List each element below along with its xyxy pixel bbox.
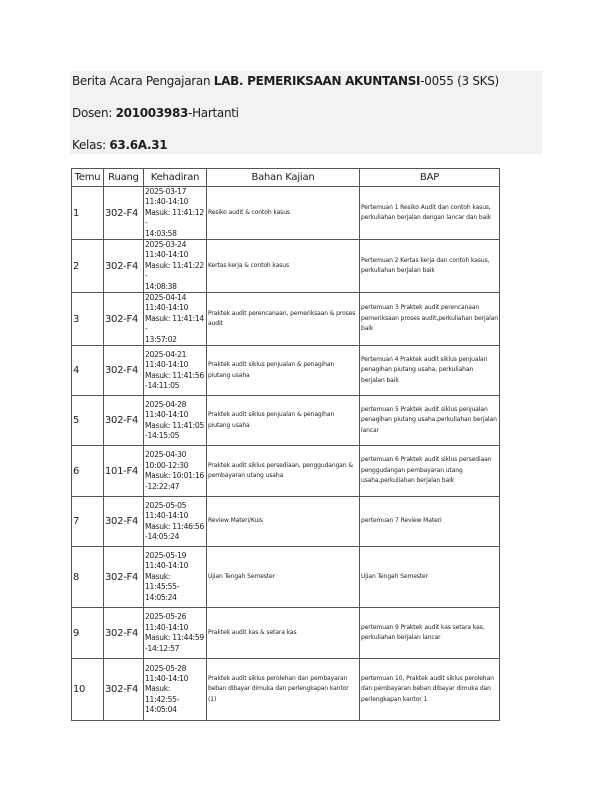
cell-ruang: 302-F4 [104,187,144,240]
date: 2025-04-21 [145,349,187,359]
dosen-label: Dosen: [72,106,116,120]
check-in-time: 11:45:55- [145,582,180,592]
column-header-bahan-kajian: Bahan Kajian [207,169,360,187]
cell-bahan-kajian: Praktek audit kas & setara kas [207,608,360,659]
column-header-bap: BAP [360,169,500,187]
check-out: 13:57:02 [145,334,177,344]
date: 2025-05-28 [145,663,187,673]
document-header [70,71,542,154]
cell-kehadiran [144,396,207,446]
check-in: Masuk: [145,684,171,694]
check-in: Masuk: 11:41:56 [145,370,204,380]
time-slot: 11:40-14:10 [145,360,189,370]
cell-temu: 8 [72,547,104,608]
attendance-table [71,168,500,721]
check-out: 14:03:58 [145,228,177,238]
cell-kehadiran [144,659,207,721]
cell-kehadiran [144,293,207,346]
check-out: 14:05:04 [145,705,177,715]
cell-kehadiran [144,187,207,240]
check-out: 14:05:24 [145,592,177,602]
time-slot: 11:40-14:10 [145,303,189,313]
course-suffix: -0055 (3 SKS) [420,74,499,88]
cell-bahan-kajian: Praktek audit perencanaan, pemeriksaan & proses audit [207,293,360,346]
check-in: Masuk: 10:01:16 [145,471,204,481]
kelas-value: 63.6A.31 [109,138,168,152]
cell-bahan-kajian: Resiko audit & contoh kasus [207,187,360,240]
dosen-id: 201003983 [115,106,189,120]
cell-kehadiran [144,346,207,396]
check-out: 14:08:38 [145,281,177,291]
title-line [72,74,499,88]
cell-kehadiran [144,497,207,547]
cell-bahan-kajian: Praktek audit siklus persediaan, penggudangan & pembayaran utang usaha [207,446,360,497]
cell-bahan-kajian: Kertas kerja & contoh kasus [207,240,360,293]
time-slot: 11:40-14:10 [145,410,189,420]
cell-bap: pertemuan 3 Praktek audit perencanaan pemeriksaan proses audit,perkuliahan berjalan baik [360,293,500,346]
date: 2025-05-19 [145,551,187,561]
cell-bap: Pertemuan 4 Praktek audit siklus penjualan penagihan piutang usaha, perkuliahan berjalan baik [360,346,500,396]
date: 2025-03-24 [145,240,187,250]
cell-bap: Pertemuan 2 Kertas kerja dan contoh kasus, perkuliahan berjalan baik [360,240,500,293]
cell-temu: 1 [72,187,104,240]
title-prefix: Berita Acara Pengajaran [72,74,214,88]
table-row [72,187,500,240]
date: 2025-04-14 [145,293,187,303]
cell-temu: 3 [72,293,104,346]
time-slot: 11:40-14:10 [145,197,189,207]
date: 2025-04-28 [145,399,187,409]
cell-temu: 7 [72,497,104,547]
cell-bap: Ujian Tengah Semester [360,547,500,608]
check-out: -14:11:05 [145,381,180,390]
cell-ruang: 302-F4 [104,240,144,293]
time-slot: 11:40-14:10 [145,622,189,632]
check-out: -14:05:24 [145,532,180,541]
cell-temu: 6 [72,446,104,497]
check-in: Masuk: 11:44:59 [145,633,204,643]
check-out: -12:22:47 [145,481,180,491]
column-header-kehadiran: Kehadiran [144,169,207,187]
cell-ruang: 302-F4 [104,497,144,547]
cell-kehadiran [144,608,207,659]
course-name: LAB. PEMERIKSAAN AKUNTANSI [213,74,421,88]
time-slot: 11:40-14:10 [145,250,189,260]
time-slot: 11:40-14:10 [145,561,189,571]
date: 2025-04-30 [145,450,187,460]
cell-temu: 5 [72,396,104,446]
date: 2025-05-26 [145,612,187,622]
time-slot: 11:40-14:10 [145,511,189,521]
check-in: Masuk: 11:41:05 [145,420,204,430]
table-row [72,293,500,346]
check-in: Masuk: 11:41:12 - [145,207,204,228]
cell-bahan-kajian: Praktek audit siklus perolehan dan pembayaran beban dibayar dimuka dan perlengkapan kantor (1) [207,659,360,721]
kelas-label: Kelas: [72,138,110,152]
check-in: Masuk: 11:41:14 - [145,313,204,334]
cell-ruang: 302-F4 [104,346,144,396]
column-header-temu: Temu [72,169,104,187]
cell-kehadiran [144,446,207,497]
table-row [72,240,500,293]
cell-bahan-kajian: Review Materi/Kuis [207,497,360,547]
kelas-line [72,138,167,152]
dosen-line [72,106,239,120]
table-row [72,659,500,721]
table-row [72,497,500,547]
table-row [72,608,500,659]
cell-temu: 10 [72,659,104,721]
check-in: Masuk: 11:41:22 - [145,260,204,281]
cell-ruang: 302-F4 [104,293,144,346]
table-row [72,446,500,497]
cell-kehadiran [144,547,207,608]
table-row [72,346,500,396]
cell-ruang: 302-F4 [104,396,144,446]
cell-ruang: 101-F4 [104,446,144,497]
cell-ruang: 302-F4 [104,608,144,659]
dosen-name: -Hartanti [188,106,239,120]
cell-bahan-kajian: Ujian Tengah Semester [207,547,360,608]
cell-ruang: 302-F4 [104,547,144,608]
date: 2025-05-05 [145,500,187,510]
check-in: Masuk: [145,571,171,581]
cell-bahan-kajian: Praktek audit siklus penjualan & penagihan piutang usaha [207,346,360,396]
date: 2025-03-17 [145,187,187,196]
check-in-time: 11:42:55- [145,694,180,704]
cell-bap: Pertemuan 1 Resiko Audit dan contoh kasus, perkuliahan berjalan dengan lancar dan baik [360,187,500,240]
cell-bap: pertemuan 10, Praktek audit siklus perolehan dan pembayaran beban dibayar dimuka dan perlengkapan kantor 1 [360,659,500,721]
check-in: Masuk: 11:46:56 [145,521,204,531]
cell-temu: 4 [72,346,104,396]
table-row [72,396,500,446]
cell-bap: pertemuan 7 Review Materi [360,497,500,547]
column-header-ruang: Ruang [104,169,144,187]
cell-bahan-kajian: Praktek audit siklus penjualan & penagihan piutang usaha [207,396,360,446]
cell-temu: 9 [72,608,104,659]
table-row [72,547,500,608]
time-slot: 10:00-12:30 [145,460,189,470]
time-slot: 11:40-14:10 [145,673,189,683]
cell-ruang: 302-F4 [104,659,144,721]
cell-bap: pertemuan 5 Praktek audit siklus penjualan penagihan piutang usaha,perkuliahan berjalan lancar [360,396,500,446]
check-out: -14:12:57 [145,643,180,653]
check-out: -14:15:05 [145,431,180,440]
table-header-row [72,169,500,187]
cell-bap: pertemuan 9 Praktek audit kas setara kas, perkuliahan berjalan lancar [360,608,500,659]
cell-bap: pertemuan 6 Praktek audit siklus persediaan penggudangan pembayaran utang usaha,perkuliahan berjalan baik [360,446,500,497]
cell-temu: 2 [72,240,104,293]
cell-kehadiran [144,240,207,293]
